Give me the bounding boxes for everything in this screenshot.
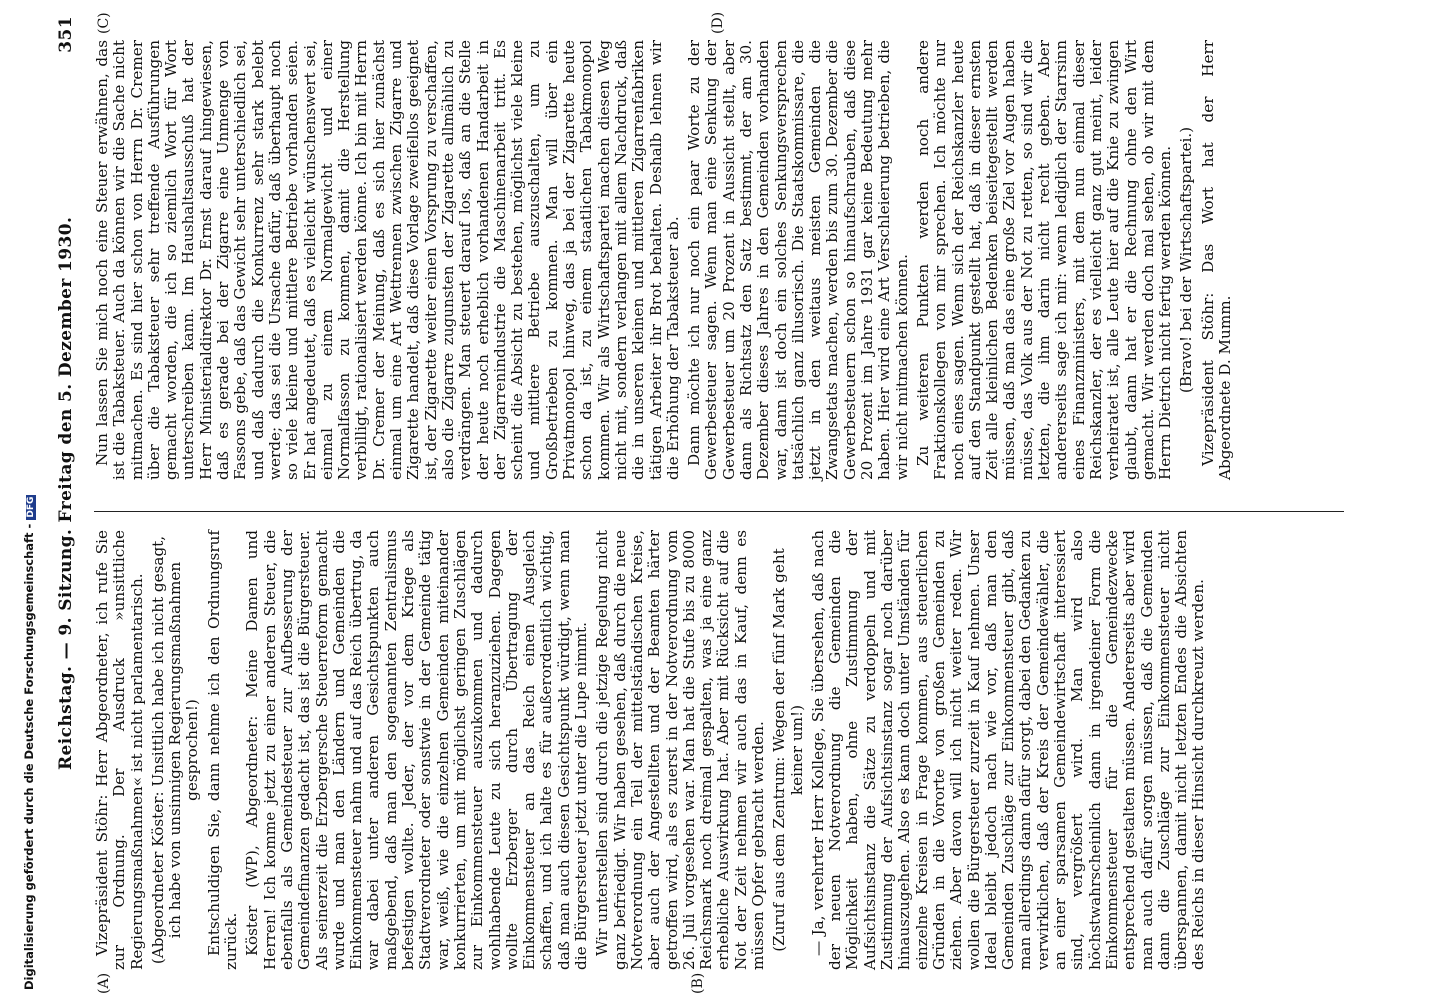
- page-header: [50, 10, 90, 1000]
- paragraph: (Bravo! bei der Wirtschaftspartei.): [1177, 126, 1196, 394]
- paragraph: Entschuldigen Sie, dann nehme ich den Ordnungsruf zurück.: [204, 530, 241, 970]
- paragraph: Vizepräsident Stöhr: Herr Abgeordneter, ich rufe Sie zur Ordnung. Der Ausdruck »unsittliche Regierungsmaßnahmen« ist nicht parlamentarisch.: [93, 530, 146, 970]
- paragraph: Wir unterstellen sind durch die jetzige Regelung nicht ganz befriedigt. Wir haben gesehen, daß durch die neue Notverordnung ein Teil der mittelständischen Kreise, aber auch der Angestellten und der Beamten härter getroffen wird, als es zuerst in der Notverordnung vom 26. Juli vorgesehen war. Man hat die Stufe bis zu 8000 Reichsmark noch dreimal gespalten, was ja eine ganz erhebliche Auswirkung hat. Aber mit Rücksicht auf die Not der Zeit nehmen wir auch das in Kauf, denn es müssen Opfer gebracht werden.: [593, 530, 767, 970]
- paragraph: Vizepräsident Stöhr: Das Wort hat der Herr Abgeordnete D. Mumm.: [1198, 40, 1234, 480]
- scanned-page: [50, 10, 1370, 1000]
- page-header-title: Reichstag. — 9. Sitzung. Freitag den 5. Dezember 1930.: [56, 216, 76, 770]
- left-text-column: [94, 530, 1354, 970]
- paragraph: (Zuruf aus dem Zentrum: Wegen der fünf Mark geht keiner um!): [770, 548, 806, 952]
- paragraph: Nun lassen Sie mich noch eine Steuer erwähnen, das ist die Tabaksteuer. Auch da können wir die Sache nicht mitmachen. Es sind hier schon von Herrn Dr. Cremer über die Tabaksteuer sehr treffende Ausführungen gemacht worden, die ich so ziemlich Wort für Wort unterschreiben kann. Im Haushaltsausschuß hat der Herr Ministerialdirektor Dr. Ernst darauf hingewiesen, daß es gerade bei der Zigarre eine Unmenge von Fassons gebe, daß das Gewicht sehr unterschiedlich sei, und daß dadurch die Konkurrenz sehr stark belebt werde; das sei die Ursache dafür, daß überhaupt noch so viele kleine und mittlere Betriebe vorhanden seien. Er hat angedeutet, daß es vielleicht wünschenswert sei, einmal zu einem Normalgewicht und einer Normalfasson zu kommen, damit die Herstellung verbilligt, rationalisiert werden könne. Ich bin mit Herrn Dr. Cremer der Meinung, daß es sich hier zunächst einmal um eine Art Wettrennen zwischen Zigarre und Zigarette handelt, daß diese Vorlage zweifellos geeignet ist, der Zigarette weiter einen Vorsprung zu verschaffen, also die Zigarre zugunsten der Zigarette allmählich zu verdrängen. Man steuert darauf los, daß an die Stelle der heute noch erheblich vorhandenen Handarbeit in der Zigarrenindustrie die Maschinenarbeit tritt. Es scheint die Absicht zu bestehen, möglichst viele kleine und mittlere Betriebe auszuschalten, um zu Großbetrieben zu kommen. Man will über ein Privatmonopol hinweg, das ja bei der Zigarette heute schon da ist, zu einem staatlichen Tabakmonopol kommen. Wir als Wirtschaftspartei machen diesen Weg nicht mit, sondern verlangen mit allem Nachdruck, daß die in unseren kleinen und mittleren Zigarrenfabriken tätigen Arbeiter ihr Brot behalten. Deshalb lehnen wir die Erhöhung der Tabaksteuer ab.: [93, 40, 682, 480]
- paragraph: Köster (WP), Abgeordneter: Meine Damen und Herren! Ich komme jetzt zu einer anderen Steuer, die ebenfalls als Gemeindesteuer zur Aufbesserung der Gemeindefinanzen gedacht ist, das ist die Bürgersteuer. Als seinerzeit die Erzbergersche Steuerreform gemacht wurde und man den Ländern und Gemeinden die Einkommensteuer nahm und auf das Reich übertrug, da war dabei unter anderen Gesichtspunkten auch maßgebend, daß man den sogenannten Zentralismus befestigen wollte. Jeder, der vor dem Kriege als Stadtverordneter oder sonstwie in der Gemeinde tätig war, weiß, wie die einzelnen Gemeinden miteinander konkurrierten, um mit möglichst geringen Zuschlägen zur Einkommensteuer auszukommen und dadurch wohlhabende Leute zu sich heranzuziehen. Dagegen wollte Erzberger durch Übertragung der Einkommensteuer an das Reich einen Ausgleich schaffen, und ich halte es für außerordentlich wichtig, daß man auch diesen Gesichtspunkt würdigt, wenn man die Bürgersteuer jetzt unter die Lupe nimmt.: [243, 530, 591, 970]
- paragraph: — Ja, verehrter Herr Kollege, Sie übersehen, daß nach der neuen Notverordnung die Gemeinden die Möglichkeit haben, ohne Zustimmung der Aufsichtsinstanz die Sätze zu verdoppeln und mit Zustimmung der Aufsichtsinstanz sogar noch darüber hinauszugehen. Also es kann doch unter Umständen für einzelne Kreisen in Frage kommen, aus steuerlichen Gründen in die Vororte von großen Gemeinden zu ziehen. Aber davon will ich nicht weiter reden. Wir wollen die Bürgersteuer zurzeit in Kauf nehmen. Unser Ideal bleibt jedoch nach wie vor, daß man den Gemeinden Zuschläge zur Einkommensteuer gibt, daß man allerdings dann dafür sorgt, dabei den Gedanken zu verwirklichen, daß der Kreis der Gemeindewähler, die an einer sparsamen Gemeindewirtschaft interessiert sind, vergrößert wird. Man wird also höchstwahrscheinlich dann in irgendeiner Form die Einkommensteuer für die Gemeindezwecke entsprechend gestalten müssen. Andererseits aber wird man auch dafür sorgen müssen, daß die Gemeinden dann die Zuschläge zur Einkommensteuer nicht überspannen, damit nicht letzten Endes die Absichten des Reichs in dieser Hinsicht durchkreuzt werden.: [808, 530, 1208, 970]
- page-number: 351: [56, 16, 76, 53]
- column-divider: [94, 511, 1344, 512]
- margin-mark-d: (D): [710, 11, 726, 34]
- paragraph: Zu weiteren Punkten werden noch andere Fraktionskollegen von mir sprechen. Ich möchte nur noch eines sagen. Wenn sich der Reichskanzler heute auf den Standpunkt gestellt hat, daß in dieser ernsten Zeit alle kleinlichen Bedenken beiseitegestellt werden müssen, daß man das eine große Ziel vor Augen haben müsse, das Volk aus der Not zu retten, so sind wir die letzten, die ihm darin nicht recht geben. Aber andererseits sage ich mir: wenn lediglich der Starrsinn eines Finanzministers, mit dem nun einmal dieser Reichskanzler, der es vielleicht ganz gut meint, leider verheiratet ist, alle Leute hier auf die Knie zu zwingen glaubt, dann hat er die Rechnung ohne den Wirt gemacht. Wir werden doch mal sehen, ob wir mit dem Herrn Dietrich nicht fertig werden können.: [913, 40, 1175, 480]
- paragraph: (Abgeordneter Köster: Unsittlich habe ich nicht gesagt, ich habe von unsinnigen Regierungsmaßnahmen gesprochen!): [148, 535, 202, 965]
- footer-credit-text: Digitalisierung gefördert durch die Deutsche Forschungsgemeinschaft -: [22, 523, 36, 990]
- right-text-column: [94, 40, 1354, 480]
- digitization-footer: [6, 0, 36, 1000]
- margin-mark-c: (C): [96, 12, 112, 34]
- margin-mark-b: (B): [690, 972, 706, 994]
- footer-credit: [22, 495, 36, 990]
- dfg-logo: DFG: [26, 496, 36, 518]
- paragraph: Dann möchte ich nur noch ein paar Worte zu der Gewerbesteuer sagen. Wenn man eine Senkung der Gewerbesteuer um 20 Prozent in Aussicht stellt, aber dann als Richtsatz den Satz bestimmt, der am 30. Dezember dieses Jahres in den Gemeinden vorhanden war, dann ist doch ein solches Senkungsversprechen tatsächlich ganz illusorisch. Die Staatskommissare, die jetzt in den weitaus meisten Gemeinden die Zwangsetats machen, werden bis zum 30. Dezember die Gewerbesteuern schon so hinaufschrauben, daß diese 20 Prozent im Jahre 1931 gar keine Bedeutung mehr haben. Hier wird eine Art Verschleierung betrieben, die wir nicht mitmachen können.: [685, 40, 911, 480]
- margin-mark-a: (A): [96, 972, 112, 994]
